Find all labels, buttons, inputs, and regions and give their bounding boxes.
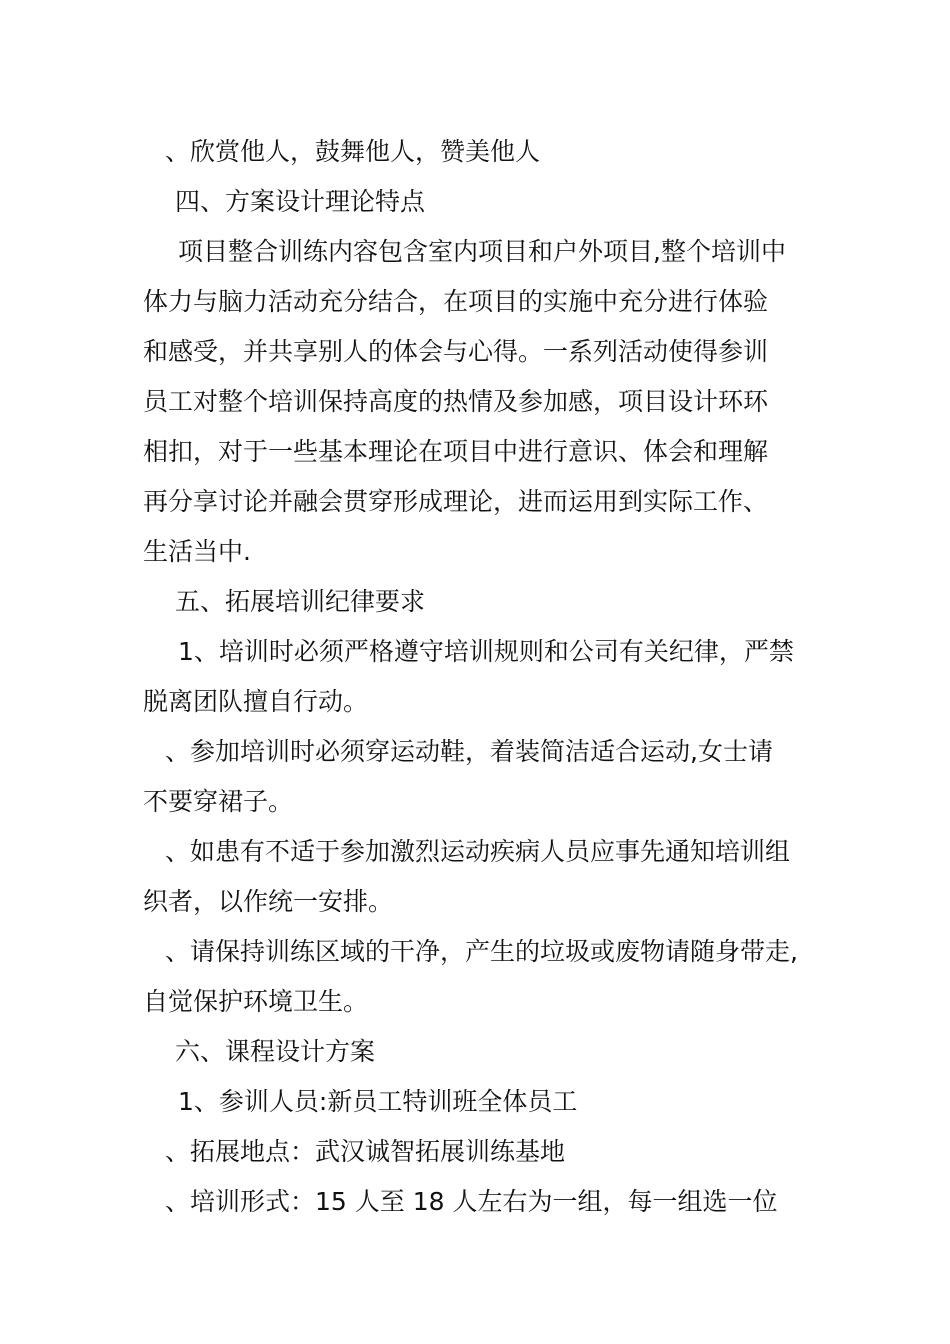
list-item-format: 、培训形式：15 人至 18 人左右为一组，每一组选一位 [165, 1187, 778, 1216]
list-item-rule-2-cont: 不要穿裙子。 [143, 787, 294, 816]
list-item-participants: 1、参训人员:新员工特训班全体员工 [178, 1087, 578, 1116]
paragraph-line: 生活当中. [143, 537, 251, 566]
paragraph-line: 和感受，并共享别人的体会与心得。一系列活动使得参训 [143, 337, 769, 366]
list-item-rule-4-cont: 自觉保护环境卫生。 [143, 987, 369, 1016]
heading-section-four: 四、方案设计理论特点 [175, 187, 426, 216]
list-item-rule-1: 1、培训时必须严格遵守培训规则和公司有关纪律，严禁 [178, 637, 794, 666]
list-item-appreciate-others: 、欣赏他人，鼓舞他人，赞美他人 [165, 137, 541, 166]
list-item-rule-3-cont: 织者，以作统一安排。 [143, 887, 394, 916]
list-item-rule-3: 、如患有不适于参加激烈运动疾病人员应事先通知培训组 [165, 837, 791, 866]
list-item-rule-1-cont: 脱离团队擅自行动。 [143, 687, 369, 716]
list-item-rule-4: 、请保持训练区域的干净，产生的垃圾或废物请随身带走, [165, 937, 798, 966]
paragraph-line: 员工对整个培训保持高度的热情及参加感，项目设计环环 [143, 387, 769, 416]
list-item-location: 、拓展地点：武汉诚智拓展训练基地 [165, 1137, 566, 1166]
list-item-rule-2: 、参加培训时必须穿运动鞋，着装简洁适合运动,女士请 [165, 737, 773, 766]
paragraph-line: 体力与脑力活动充分结合，在项目的实施中充分进行体验 [143, 287, 769, 316]
heading-section-five: 五、拓展培训纪律要求 [175, 587, 426, 616]
heading-section-six: 六、课程设计方案 [175, 1037, 376, 1066]
paragraph-line: 再分享讨论并融会贯穿形成理论，进而运用到实际工作、 [143, 487, 769, 516]
paragraph-line: 项目整合训练内容包含室内项目和户外项目,整个培训中 [178, 237, 786, 266]
paragraph-line: 相扣，对于一些基本理论在项目中进行意识、体会和理解 [143, 437, 769, 466]
